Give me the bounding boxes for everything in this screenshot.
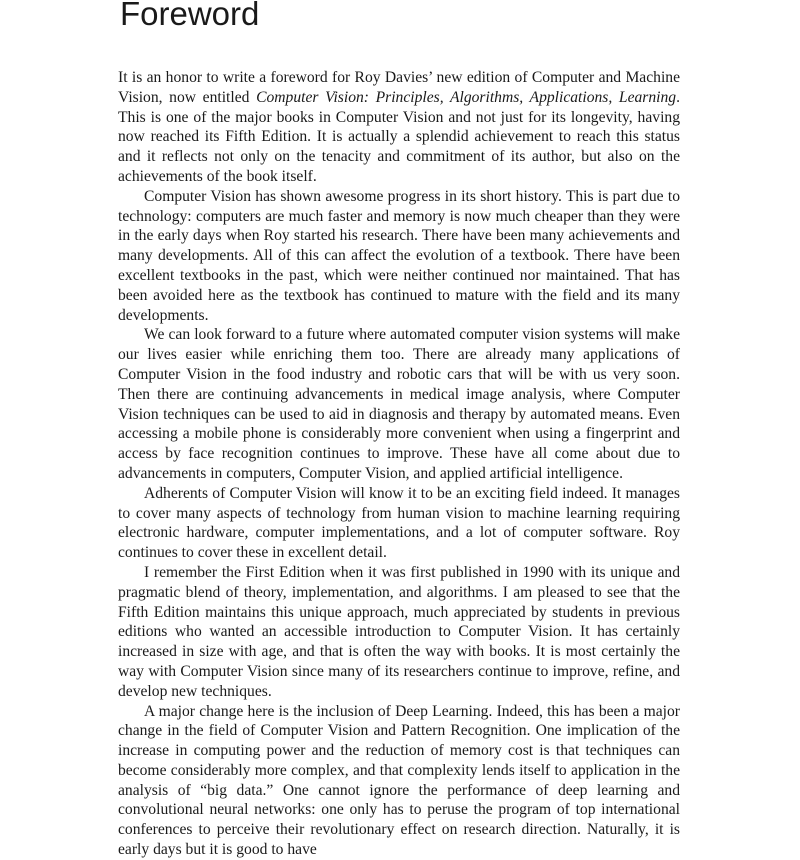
paragraph-5: I remember the First Edition when it was first published in 1990 with its unique and pragmatic blend of theory, implementation, and algorithms. I am pleased to see that the Fifth Edition maintains this unique approach, much appreciated by students in previous editions who wanted an accessible introduction to Computer Vision. It has certainly increased in size with age, and that is often the way with books. It is most certainly the way with Computer Vision since many of its researchers continue to improve, refine, and develop new techniques. xyxy=(118,563,680,700)
paragraph-6: A major change here is the inclusion of Deep Learning. Indeed, this has been a major change in the field of Computer Vision and Pattern Recognition. One implication of the increase in computing power and the reduction of memory cost is that techniques can become considerably more complex, and that complexity lends itself to application in the analysis of “big data.” One cannot ignore the performance of deep learning and convolutional neural networks: one only has to peruse the program of top international conferences to perceive their revolutionary effect on research direction. Naturally, it is early days but it is good to have xyxy=(118,702,680,859)
paragraph-3: We can look forward to a future where automated computer vision systems will make our lives easier while enriching them too. There are already many applications of Computer Vision in the food industry and robotic cars that will be with us very soon. Then there are continuing advancements in medical image analysis, where Computer Vision techniques can be used to aid in diagnosis and therapy by automated means. Even accessing a mobile phone is considerably more convenient when using a fingerprint and access by face recognition continues to improve. These have all come about due to advancements in computers, Computer Vision, and applied artificial intelligence. xyxy=(118,326,680,482)
paragraph-4: Adherents of Computer Vision will know it to be an exciting field indeed. It manages to cover many aspects of technology from human vision to machine learning requiring electronic hardware, computer implementations, and a lot of computer software. Roy continues to cover these in excellent detail. xyxy=(118,484,680,562)
paragraph-1-text-start: It is an honor to write a foreword for Roy Davies’ new edition of Computer and Machine Vision, now entitled xyxy=(118,69,680,106)
foreword-body xyxy=(118,68,680,860)
paragraph-1 xyxy=(118,68,680,187)
paragraph-2: Computer Vision has shown awesome progress in its short history. This is part due to technology: computers are much faster and memory is now much cheaper than they were in the early days when Roy started his research. There have been many achievements and many developments. All of this can affect the evolution of a textbook. There have been excellent textbooks in the past, which were neither continued nor maintained. That has been avoided here as the textbook has continued to mature with the field and its many developments. xyxy=(118,187,680,324)
chapter-heading: Foreword xyxy=(120,0,260,32)
book-title-italic: Computer Vision: Principles, Algorithms, Applications, Learning xyxy=(256,88,677,106)
paragraph-1-text-end: . This is one of the major books in Computer Vision and not just for its longevity, having now reached its Fifth Edition. It is actually a splendid achievement to reach this status and it reflects not only on the tenacity and commitment of its author, but also on the achievements of the book itself. xyxy=(118,88,680,185)
